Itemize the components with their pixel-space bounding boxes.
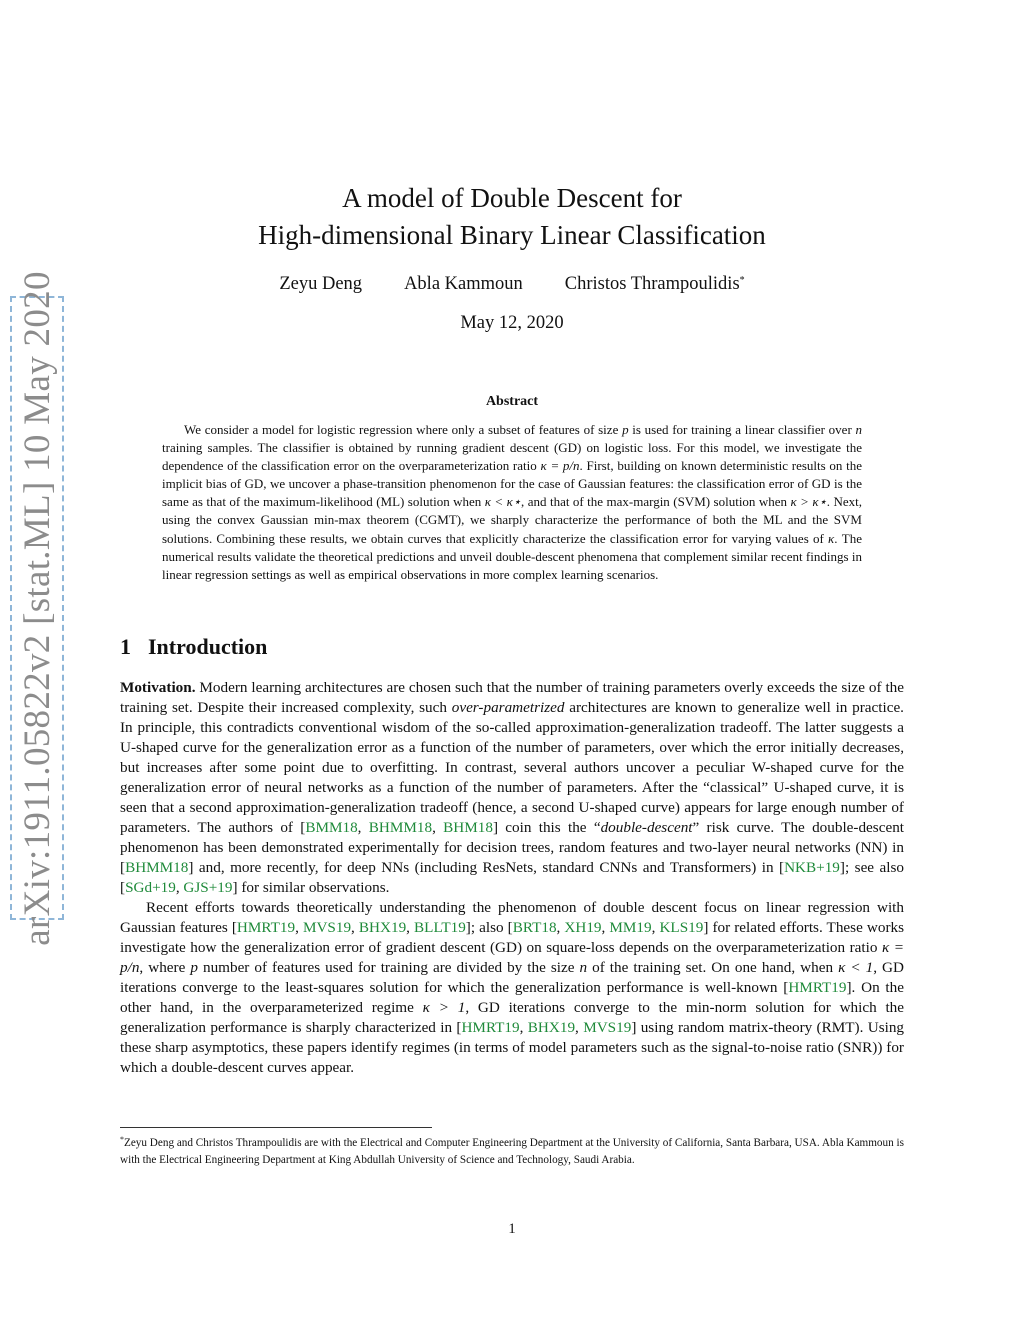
citation-link[interactable]: BHMM18 — [125, 859, 189, 876]
footnote — [120, 1131, 904, 1169]
footnote-divider — [120, 1127, 432, 1128]
arxiv-identifier-stamp — [12, 270, 62, 946]
citation-link[interactable]: BMM18 — [305, 819, 358, 836]
citation-link[interactable]: MVS19 — [302, 919, 352, 936]
citation-link[interactable]: HMRT19 — [461, 1019, 520, 1036]
citation-link[interactable]: MVS19 — [583, 1019, 632, 1036]
citation-link[interactable]: HMRT19 — [788, 979, 847, 996]
author-footnote-mark: * — [739, 275, 745, 286]
paragraph-lead: Motivation. — [120, 679, 196, 696]
paper-title — [0, 180, 1024, 254]
citation-link[interactable]: BHMM18 — [368, 819, 433, 836]
section-title: Introduction — [148, 634, 268, 659]
author-2: Abla Kammoun — [404, 274, 523, 294]
abstract-body: We consider a model for logistic regression where only a subset of features of size p is used for training a linear classifier over n training samples. The classifier is obtained by running gradient descent (GD) on logistic loss. For this model, we investigate the dependence of the classification error on the overparameterization ratio κ = p/n. First, building on known deterministic results on the implicit bias of GD, we uncover a phase-transition phenomenon for the case of Gaussian features: the classification error of GD is the same as that of the maximum-likelihood (ML) solution when κ < κ⋆, and that of the max-margin (SVM) solution when κ > κ⋆. Next, using the convex Gaussian min-max theorem (CGMT), we sharply characterize the performance of both the ML and the SVM solutions. Combining these results, we obtain curves that explicitly characterize the classification error for varying values of κ. The numerical results validate the theoretical predictions and unveil double-descent phenomena that complement similar recent findings in linear regression settings as well as empirical observations in more complex learning scenarios. — [162, 422, 863, 582]
citation-link[interactable]: SGd+19 — [125, 879, 176, 896]
title-line-1: A model of Double Descent for — [342, 183, 682, 213]
introduction-body — [120, 678, 904, 1078]
citation-link[interactable]: BHX19 — [527, 1019, 576, 1036]
citation-link[interactable]: XH19 — [564, 919, 602, 936]
author-3: Christos Thrampoulidis* — [564, 274, 745, 294]
title-line-2: High-dimensional Binary Linear Classification — [258, 220, 766, 250]
author-1: Zeyu Deng — [279, 274, 363, 294]
section-number: 1 — [120, 634, 131, 659]
paper-date: May 12, 2020 — [460, 313, 564, 333]
citation-link[interactable]: GJS+19 — [183, 879, 233, 896]
citation-link[interactable]: MM19 — [609, 919, 652, 936]
citation-link[interactable]: BHX19 — [358, 919, 407, 936]
footnote-mark: * — [120, 1135, 124, 1144]
citation-link[interactable]: NKB+19 — [784, 859, 840, 876]
author-list — [0, 274, 1024, 295]
citation-link[interactable]: BRT18 — [512, 919, 557, 936]
citation-link[interactable]: BHM18 — [443, 819, 493, 836]
citation-link[interactable]: BLLT19 — [414, 919, 466, 936]
arxiv-identifier-text: arXiv:1911.05822v2 [stat.ML] 10 May 2020 — [16, 270, 58, 946]
citation-link[interactable]: KLS19 — [659, 919, 704, 936]
paragraph-motivation: Motivation. Modern learning architectures are chosen such that the number of training parameters overly exceeds the size of the training set. Despite their increased complexity, such over-parametrized architectures are known to generalize well in practice. In principle, this contradicts conventional wisdom of the so-called approximation-generalization tradeoff. The latter suggests a U-shaped curve for the generalization error as a function of the number of parameters, over which the error initially decreases, but increases after some point due to overfitting. In contrast, several authors uncover a peculiar W-shaped curve for the generalization error of neural networks as a function of the number of parameters. After the “classical” U-shaped curve, it is seen that a second approximation-generalization tradeoff (hence, a second U-shaped curve) appears for large enough number of parameters. The authors of [BMM18, BHMM18, BHM18] coin this the “double-descent” risk curve. The double-descent phenomenon has been demonstrated experimentally for decision trees, random features and two-layer neural networks (NN) in [BHMM18] and, more recently, for deep NNs (including ResNets, standard CNNs and Transformers) in [NKB+19]; see also [SGd+19, GJS+19] for similar observations. — [120, 679, 905, 896]
footnote-text: Zeyu Deng and Christos Thrampoulidis are with the Electrical and Computer Engineering Department at the University of California, Santa Barbara, USA. Abla Kammoun is with the Electrical Engineering Department at King Abdullah University of Science and Technology, Saudi Arabia. — [120, 1137, 904, 1166]
abstract-heading: Abstract — [485, 394, 539, 409]
paragraph-related-work: Recent efforts towards theoretically understanding the phenomenon of double descent focus on linear regression with Gaussian features [HMRT19, MVS19, BHX19, BLLT19]; also [BRT18, XH19, MM19, KLS19] for related efforts. These works investigate how the generalization error of gradient descent (GD) on square-loss depends on the overparameterization ratio κ = p/n, where p number of features used for training are divided by the size n of the training set. On one hand, when κ < 1, GD iterations converge to the least-squares solution for which the generalization performance is well-known [HMRT19]. On the other hand, in the overparameterized regime κ > 1, GD iterations converge to the min-norm solution for which the generalization performance is sharply characterized in [HMRT19, BHX19, MVS19] using random matrix-theory (RMT). Using these sharp asymptotics, these papers identify regimes (in terms of model parameters such as the signal-to-noise ratio (SNR)) for which a double-descent curves appear. — [120, 899, 905, 1076]
page-number: 1 — [508, 1221, 516, 1237]
section-heading-introduction — [120, 634, 267, 660]
citation-link[interactable]: HMRT19 — [236, 919, 296, 936]
